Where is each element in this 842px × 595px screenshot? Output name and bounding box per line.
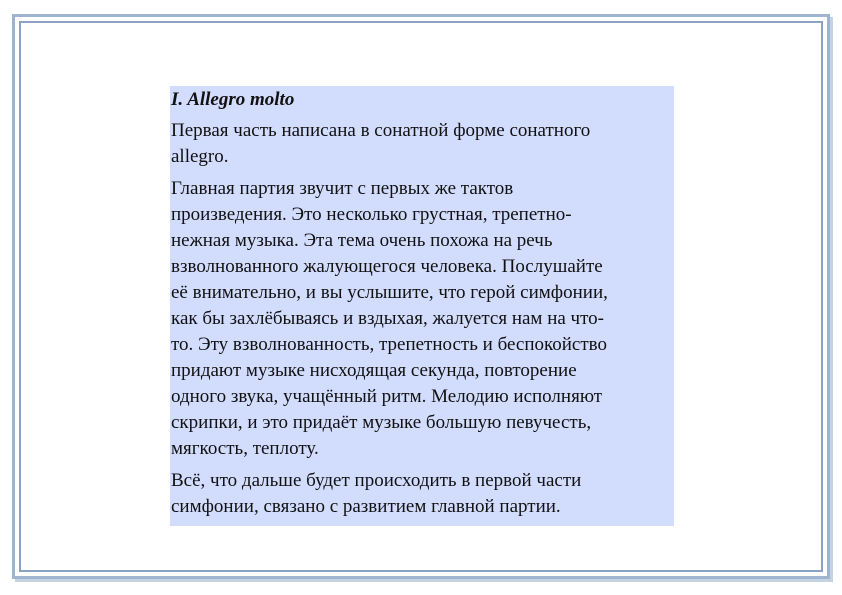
- paragraph-main-theme: Главная партия звучит с первых же тактов произведения. Это несколько грустная, трепетно- нежная музыка. Эта тема очень похожа на речь взволнованного жалующегося человека. Послушайте её внимательно, и вы услышите, что герой симфонии, как бы захлёбываясь и вздыхая, жалуется нам на что- то. Эту взволнованность, трепетность и беспокойство придают музыке нисходящая секунда, повторение одного звука, учащённый ритм. Мелодию исполняют скрипки, и это придаёт музыке большую певучесть, мягкость, теплоту.: [171, 178, 608, 459]
- paragraph-development: Всё, что дальше будет происходить в первой части симфонии, связано с развитием главной партии.: [171, 470, 582, 517]
- section-heading: I. Allegro molto: [171, 89, 295, 110]
- text-box: [170, 86, 674, 526]
- paragraph-form: Первая часть написана в сонатной форме сонатного allegro.: [171, 120, 591, 167]
